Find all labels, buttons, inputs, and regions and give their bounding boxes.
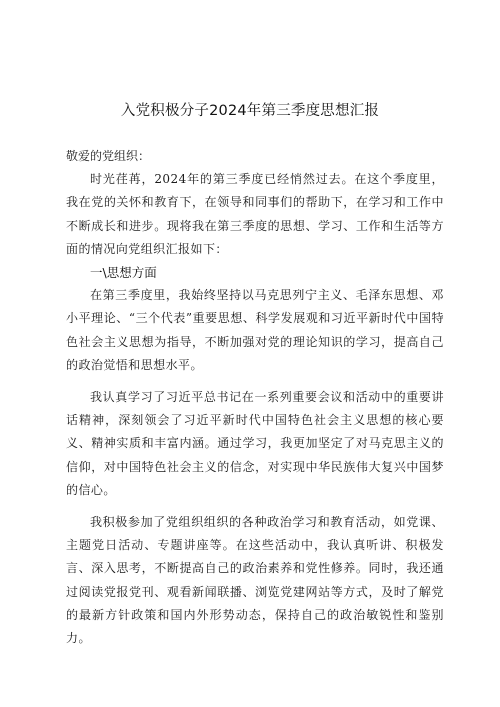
- paragraph-spacer: [66, 377, 444, 386]
- intro-paragraph: 时光荏苒，2024年的第三季度已经悄然过去。在这个季度里，我在党的关怀和教育下，在领导和同事们的帮助下，在学习和工作中不断成长和进步。现将我在第三季度的思想、学习、工作和生活等方面的情况向党组织汇报如下：: [66, 172, 444, 256]
- body-paragraph-3: 我积极参加了党组织组织的各种政治学习和教育活动，如党课、主题党日活动、专题讲座等。在这些活动中，我认真听讲、积极发言、深入思考，不断提高自己的政治素养和党性修养。同时，我还通过阅读党报党刊、观看新闻联播、浏览党建网站等方式，及时了解党的最新方针政策和国内外形势动态，保持自己的政治敏锐性和鉴别力。: [66, 515, 444, 646]
- salutation: 敬爱的党组织：: [66, 149, 151, 163]
- document-body: [66, 145, 444, 650]
- document-title: 入党积极分子2024年第三季度思想汇报: [120, 103, 380, 119]
- paragraph-spacer: [66, 502, 444, 511]
- section-heading: 一\思想方面: [90, 265, 157, 281]
- body-paragraph-1: 在第三季度里，我始终坚持以马克思列宁主义、毛泽东思想、邓小平理论、“三个代表”重要思想、科学发展观和习近平新时代中国特色社会主义思想为指导，不断加强对党的理论知识的学习，提高自己的政治觉悟和思想水平。: [66, 288, 444, 372]
- body-paragraph-2: 我认真学习了习近平总书记在一系列重要会议和活动中的重要讲话精神，深刻领会了习近平新时代中国特色社会主义思想的核心要义、精神实质和丰富内涵。通过学习，我更加坚定了对马克思主义的信仰，对中国特色社会主义的信念，对实现中华民族伟大复兴中国梦的信心。: [66, 390, 444, 497]
